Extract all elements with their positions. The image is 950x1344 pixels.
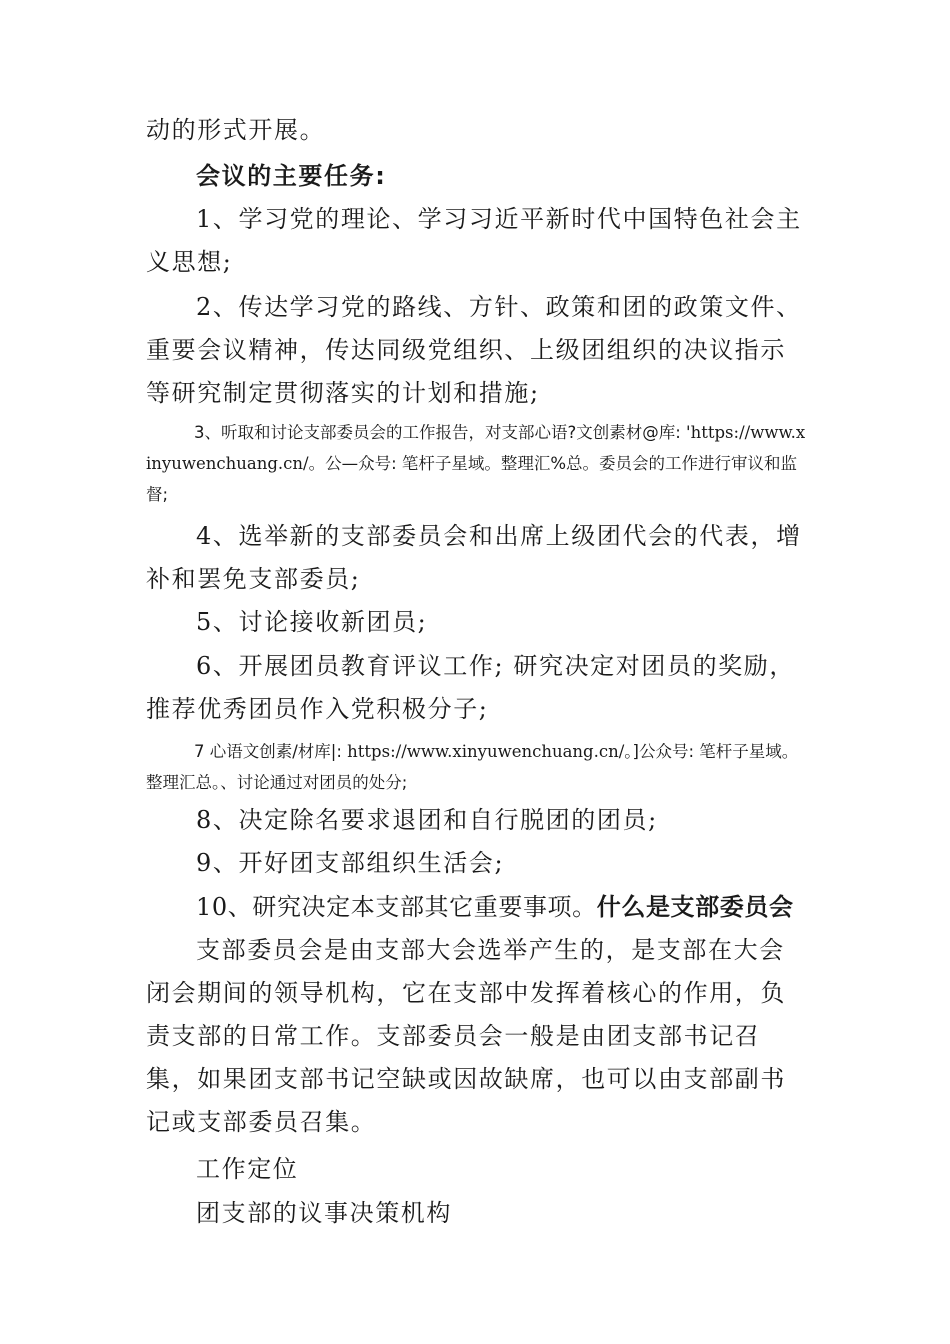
task-item-3-url: https://www.xinyuwenchuang.cn/ [146,423,806,473]
task-item-10: 10、研究决定本支部其它重要事项。 [196,893,597,921]
paragraph-intro: 动的形式开展。 [146,116,326,144]
task-item-3-text-b: 。公—众号: 笔杆子星域。整理汇%总。委员会的工作进行审议和监督; [146,454,798,504]
task-item-3-text-a: 3、听取和讨论支部委员会的工作报告，对支部心语?文创素材@库: ' [194,423,691,442]
task-item-3 [146,417,808,510]
paragraph-committee: 支部委员会是由支部大会选举产生的，是支部在大会闭会期间的领导机构，它在支部中发挥着核心的作用，负责支部的日常工作。支部委员会一般是由团支部书记召集，如果团支部书记空缺或因故缺席，也可以由支部副书记或支部委员召集。 [146,936,786,1136]
task-item-1: 1、学习党的理论、学习习近平新时代中国特色社会主义思想; [146,205,802,276]
task-item-7 [146,736,808,798]
task-item-10-line [146,886,808,929]
task-item-6: 6、开展团员教育评议工作; 研究决定对团员的奖励，推荐优秀团员作入党积极分子; [146,652,795,723]
heading-what-is-committee: 什么是支部委员会 [596,893,794,921]
task-item-4: 4、选举新的支部委员会和出席上级团代会的代表，增补和罢免支部委员; [146,522,802,593]
task-item-2: 2、传达学习党的路线、方针、政策和团的政策文件、重要会议精神，传达同级党组织、上级团组织的决议指示等研究制定贯彻落实的计划和措施; [146,293,802,407]
heading-work-position: 工作定位 [196,1155,299,1183]
task-item-9: 9、开好团支部组织生活会; [196,849,505,877]
task-item-7-text-a: 7 心语文创素/材库|: [194,742,348,761]
task-item-7-text-b: 。]公众号: 笔杆子星域。整理汇总。、讨论通过对团员的处分; [146,742,799,792]
task-item-7-url: https://www.xinyuwenchuang.cn/ [347,742,625,761]
paragraph-work-position: 团支部的议事决策机构 [196,1199,452,1227]
task-item-5: 5、讨论接收新团员; [196,608,428,636]
heading-main-tasks: 会议的主要任务: [196,162,387,190]
task-item-8: 8、决定除名要求退团和自行脱团的团员; [196,806,658,834]
